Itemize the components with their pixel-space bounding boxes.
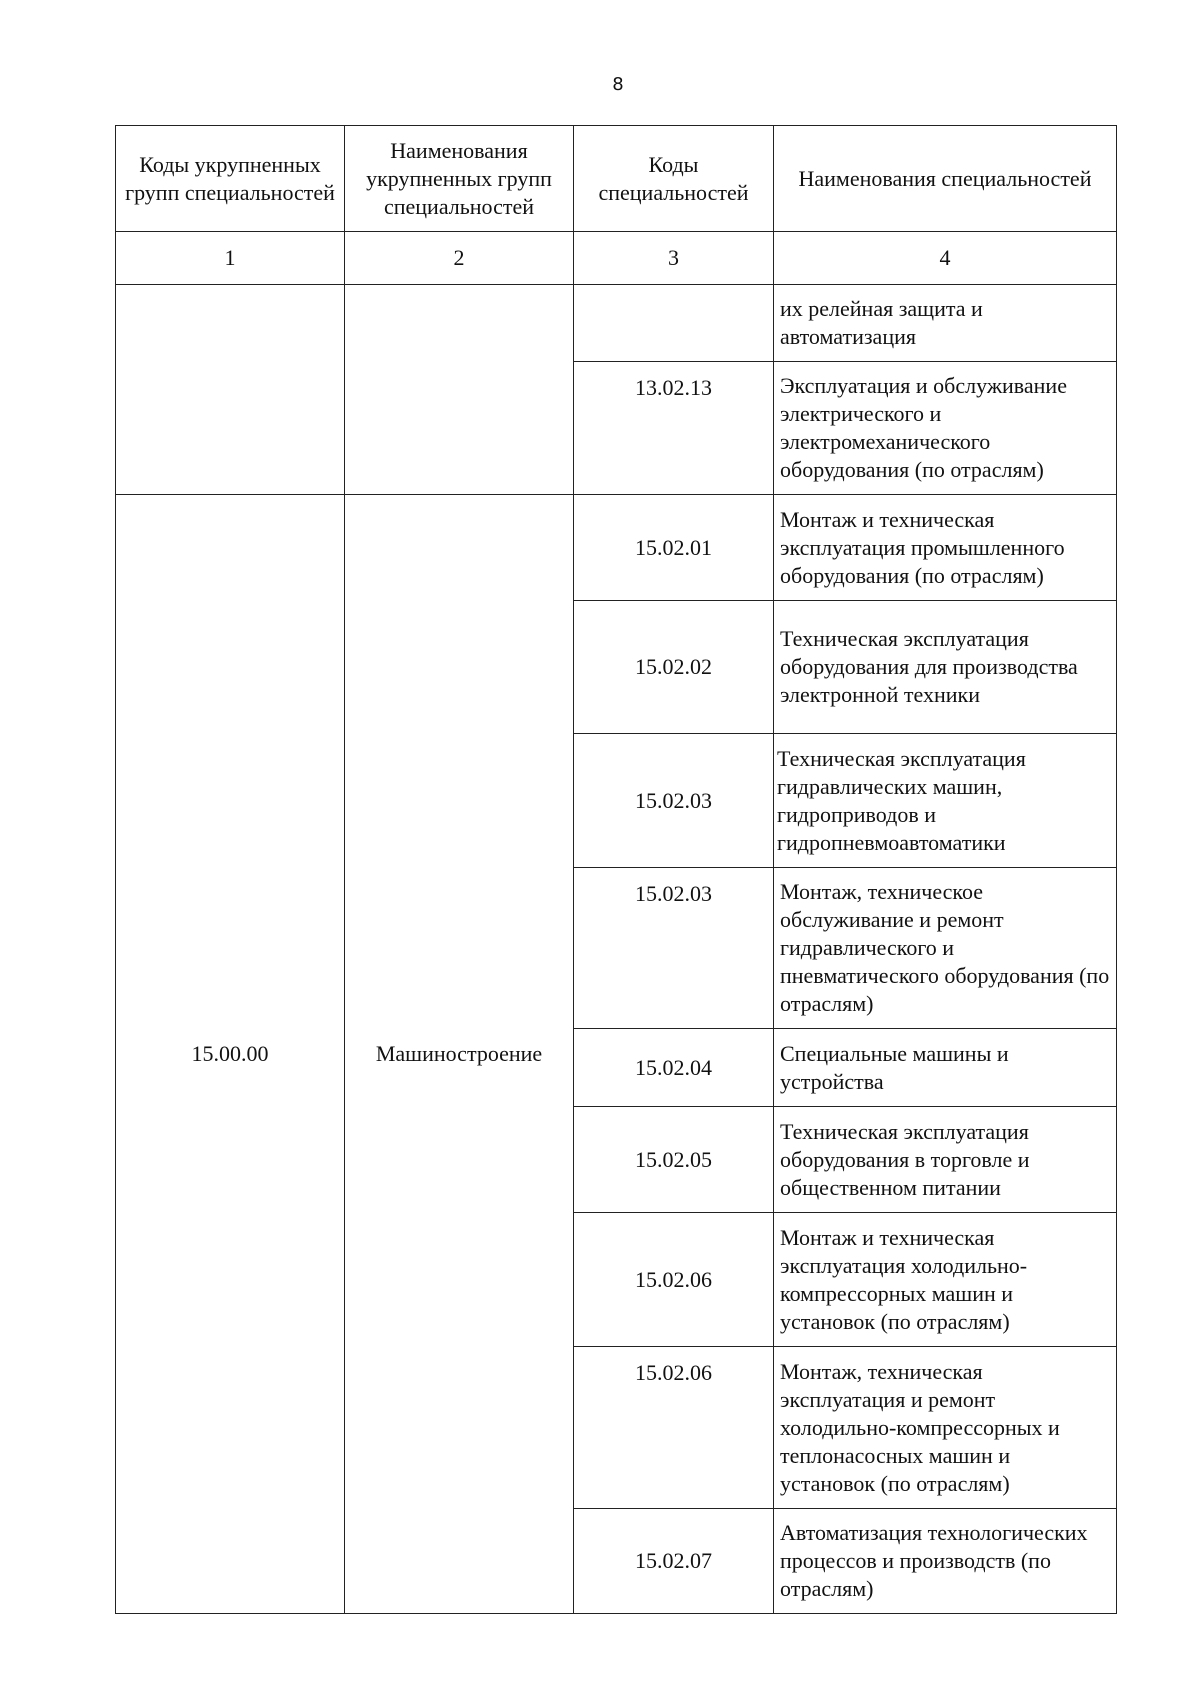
specialty-name: Техническая эксплуатация гидравлических машин, гидроприводов и гидропневмоавтоматики xyxy=(774,734,1117,868)
specialty-name: Техническая эксплуатация оборудования в торговле и общественном питании xyxy=(774,1107,1117,1213)
specialty-code: 15.02.03 xyxy=(574,868,774,1029)
table-header-row xyxy=(116,126,1117,232)
header-specialty-codes: Коды специальностей xyxy=(574,126,774,232)
specialty-code: 15.02.02 xyxy=(574,601,774,734)
table-row xyxy=(116,495,1117,601)
table-row xyxy=(116,285,1117,362)
specialty-code: 15.02.06 xyxy=(574,1213,774,1347)
column-number: 4 xyxy=(774,232,1117,285)
specialty-code: 15.02.06 xyxy=(574,1347,774,1509)
column-number-row xyxy=(116,232,1117,285)
column-number: 2 xyxy=(345,232,574,285)
prev-group-code-cell xyxy=(116,285,345,495)
page-number: 8 xyxy=(612,74,624,95)
specialty-name: Монтаж, техническое обслуживание и ремонт гидравлического и пневматического оборудования (по отраслям) xyxy=(774,868,1117,1029)
header-group-names: Наименования укрупненных групп специальностей xyxy=(345,126,574,232)
prev-group-name-cell xyxy=(345,285,574,495)
specialty-code: 15.02.03 xyxy=(574,734,774,868)
header-group-codes: Коды укрупненных групп специальностей xyxy=(116,126,345,232)
column-number: 3 xyxy=(574,232,774,285)
specialty-code: 15.02.01 xyxy=(574,495,774,601)
specialty-code xyxy=(574,285,774,362)
header-specialty-names: Наименования специальностей xyxy=(774,126,1117,232)
specialty-name: их релейная защита и автоматизация xyxy=(774,285,1117,362)
specialty-code: 15.02.04 xyxy=(574,1029,774,1107)
specialty-code: 15.02.05 xyxy=(574,1107,774,1213)
specialty-code: 15.02.07 xyxy=(574,1509,774,1614)
specialty-name: Эксплуатация и обслуживание электрического и электромеханического оборудования (по отраслям) xyxy=(774,362,1117,495)
specialty-name: Монтаж и техническая эксплуатация промышленного оборудования (по отраслям) xyxy=(774,495,1117,601)
specialty-name: Специальные машины и устройства xyxy=(774,1029,1117,1107)
specialty-name: Автоматизация технологических процессов и производств (по отраслям) xyxy=(774,1509,1117,1614)
specialties-table xyxy=(115,125,1117,1614)
specialty-name: Монтаж, техническая эксплуатация и ремонт холодильно-компрессорных и теплонасосных машин и установок (по отраслям) xyxy=(774,1347,1117,1509)
specialty-code: 13.02.13 xyxy=(574,362,774,495)
group-name: Машиностроение xyxy=(345,495,574,1614)
column-number: 1 xyxy=(116,232,345,285)
group-code: 15.00.00 xyxy=(116,495,345,1614)
specialty-name: Монтаж и техническая эксплуатация холодильно-компрессорных машин и установок (по отраслям) xyxy=(774,1213,1117,1347)
specialty-name: Техническая эксплуатация оборудования для производства электронной техники xyxy=(774,601,1117,734)
